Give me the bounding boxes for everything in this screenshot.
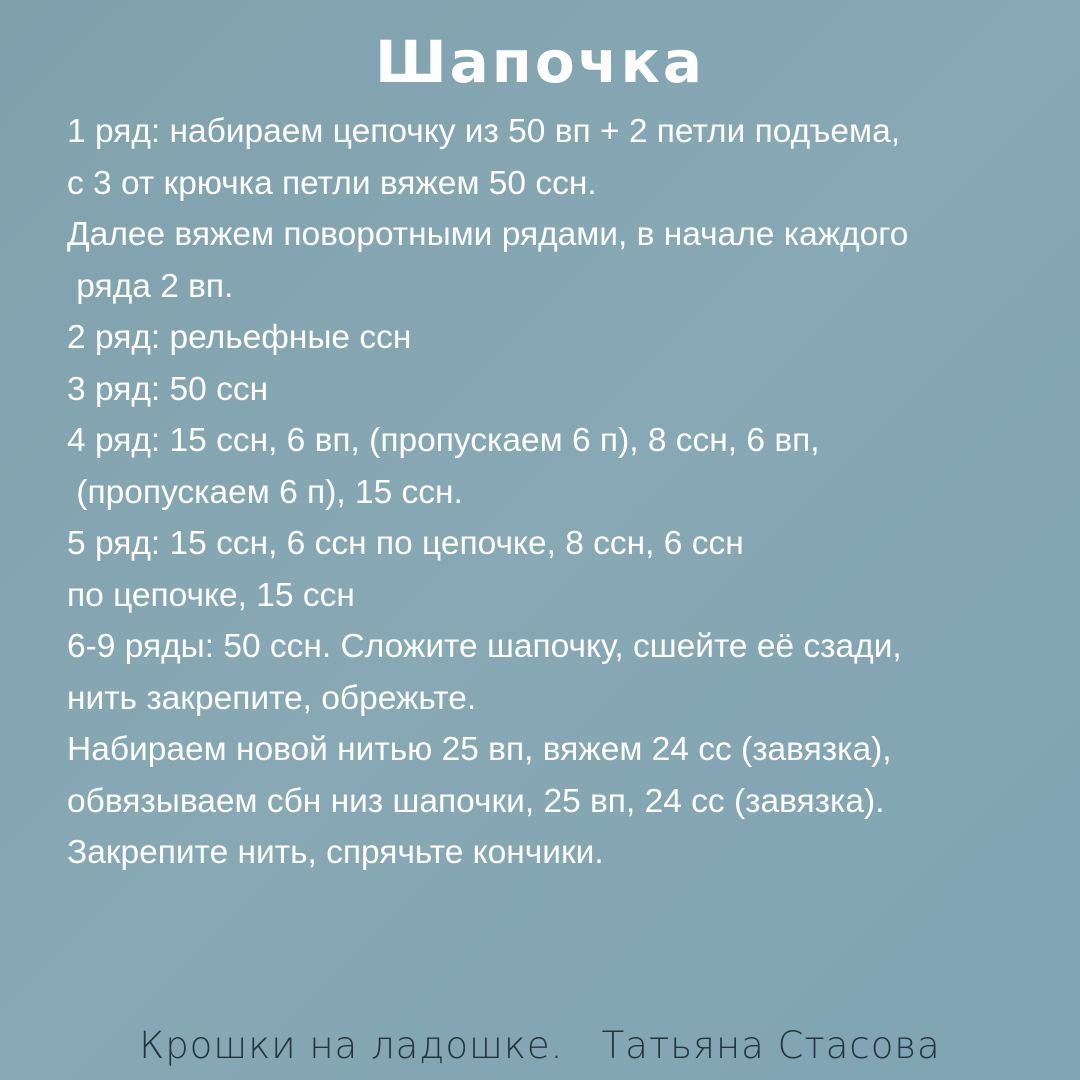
instruction-line: Закрепите нить, спрячьте кончики. [67,834,604,871]
pattern-instructions [67,106,1067,879]
instruction-line: 2 ряд: рельефные ссн [67,319,412,356]
instruction-line: с 3 от крючка петли вяжем 50 ссн. [67,164,597,202]
instruction-line: 5 ряд: 15 ссн, 6 ссн по цепочке, 8 ссн, 6 ссн [67,525,744,562]
instruction-line: Далее вяжем поворотными рядами, в начале каждого [67,216,909,253]
instruction-line: 6-9 ряды: 50 ссн. Сложите шапочку, сшейте её сзади, [67,628,902,665]
instruction-line: 4 ряд: 15 ссн, 6 вп, (пропускаем 6 п), 8 ссн, 6 вп, [67,422,820,459]
page-title: Шапочка [374,28,706,96]
instruction-line: (пропускаем 6 п), 15 ссн. [67,473,463,511]
instruction-line: 3 ряд: 50 ссн [67,370,269,408]
instruction-line: нить закрепите, обрежьте. [67,679,477,717]
instruction-line: по цепочке, 15 ссн [67,576,355,614]
instruction-line: обвязываем сбн низ шапочки, 25 вп, 24 сс (завязка). [67,782,885,820]
instruction-line: Набираем новой нитью 25 вп, вяжем 24 сс (завязка), [67,731,892,768]
instruction-line: ряда 2 вп. [67,267,234,305]
author-footer: Крошки на ладошке. Татьяна Стасова [139,1024,941,1067]
instruction-line: 1 ряд: набираем цепочку из 50 вп + 2 петли подъема, [67,113,901,150]
